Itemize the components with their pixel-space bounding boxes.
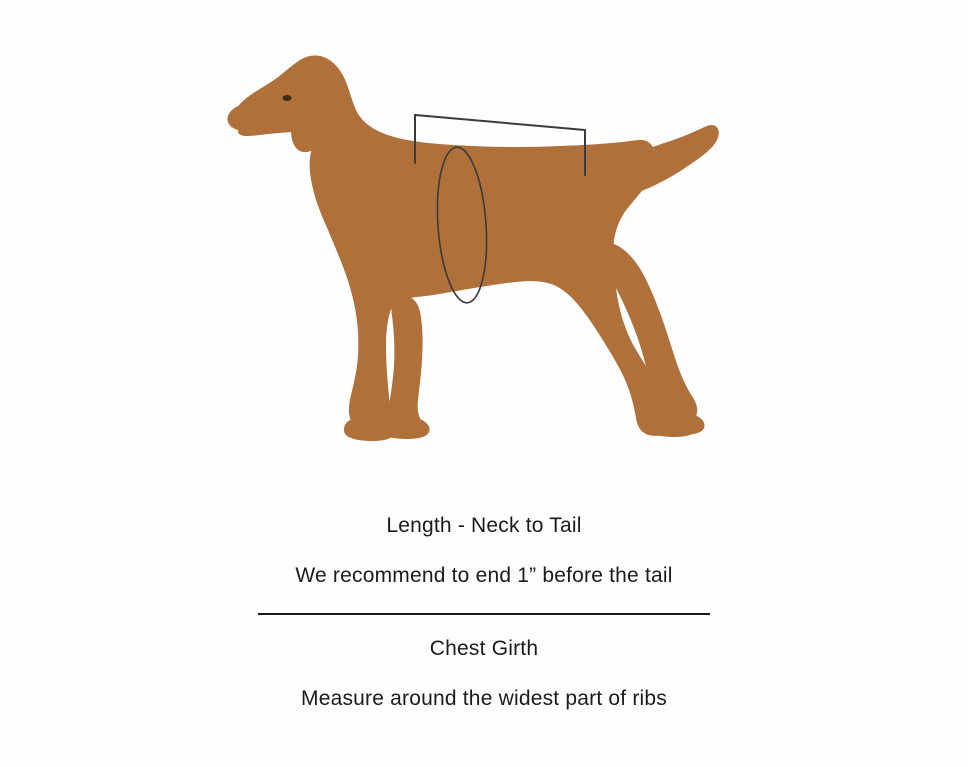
girth-note: Measure around the widest part of ribs bbox=[301, 687, 667, 711]
length-title: Length - Neck to Tail bbox=[386, 514, 582, 537]
dog-eye bbox=[283, 95, 292, 101]
girth-title: Chest Girth bbox=[429, 636, 539, 660]
legend bbox=[0, 512, 968, 713]
legend-divider bbox=[258, 613, 710, 615]
length-note: We recommend to end 1” before the tail bbox=[295, 564, 673, 588]
